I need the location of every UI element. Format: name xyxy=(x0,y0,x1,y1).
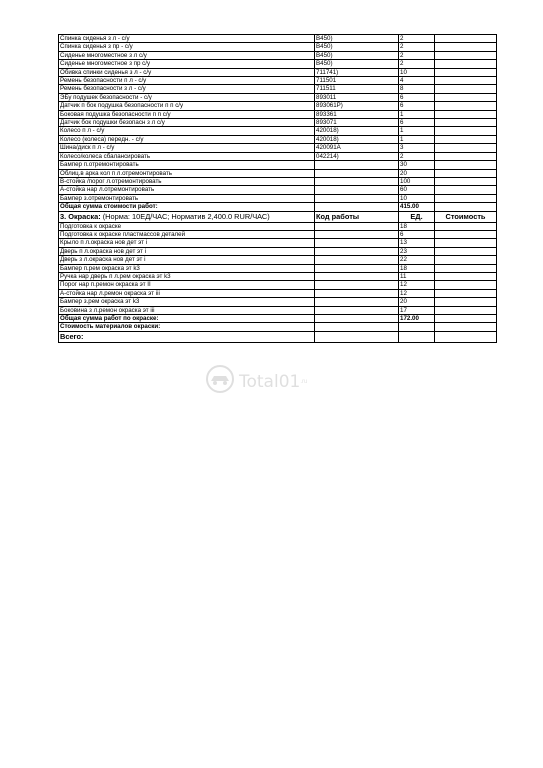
total-paint-row xyxy=(59,315,497,323)
table-row xyxy=(59,222,497,230)
estimate-table xyxy=(58,34,497,343)
row-cost xyxy=(435,161,497,169)
row-name: Боковина з л.ремон окраска эт iii xyxy=(59,306,315,314)
col-cost-header: Стоимость xyxy=(435,211,497,222)
table-row xyxy=(59,161,497,169)
total-paint-value: 172.00 xyxy=(399,315,435,323)
row-units: 20 xyxy=(399,298,435,306)
row-name: ЭБу подушек безопасности - с/у xyxy=(59,93,315,101)
table-row xyxy=(59,135,497,143)
watermark xyxy=(205,364,307,399)
row-code xyxy=(315,306,399,314)
row-cost xyxy=(435,51,497,59)
total-paint-label: Общая сумма работ по окраске: xyxy=(59,315,315,323)
grand-total-label: Всего: xyxy=(59,331,315,342)
row-code: 711741) xyxy=(315,68,399,76)
section3-subtitle: (Норма: 10ЕД/ЧАС; Норматив 2,400.0 RUR/ЧАС) xyxy=(100,211,270,221)
table-row xyxy=(59,230,497,238)
table-row xyxy=(59,93,497,101)
row-name: В-стойка /порог л.отремонтировать xyxy=(59,177,315,185)
row-units: 10 xyxy=(399,68,435,76)
row-code xyxy=(315,281,399,289)
table-row xyxy=(59,77,497,85)
row-name: Подготовка к окраске пластмассов деталей xyxy=(59,230,315,238)
row-name: Ремень безопасности п л - с/у xyxy=(59,77,315,85)
row-units: 60 xyxy=(399,186,435,194)
row-units: 11 xyxy=(399,272,435,280)
row-units: 18 xyxy=(399,222,435,230)
row-name: Дверь п л.окраска нов дет эт i xyxy=(59,247,315,255)
row-name: Сиденье многоместное з л с/у xyxy=(59,51,315,59)
row-units: 2 xyxy=(399,35,435,43)
row-units: 23 xyxy=(399,247,435,255)
row-cost xyxy=(435,93,497,101)
row-units: 1 xyxy=(399,127,435,135)
row-units: 2 xyxy=(399,60,435,68)
table-row xyxy=(59,247,497,255)
row-cost xyxy=(435,247,497,255)
row-cost xyxy=(435,272,497,280)
row-cost xyxy=(435,68,497,76)
table-row xyxy=(59,169,497,177)
row-code xyxy=(315,230,399,238)
table-row xyxy=(59,264,497,272)
row-cost xyxy=(435,135,497,143)
table-row xyxy=(59,119,497,127)
row-units: 2 xyxy=(399,51,435,59)
row-units: 20 xyxy=(399,169,435,177)
row-name: А-стойка нар л.ремон окраска эт iii xyxy=(59,289,315,297)
row-cost xyxy=(435,281,497,289)
row-code: B450) xyxy=(315,43,399,51)
paint-materials-label: Стоимость материалов окраски: xyxy=(59,323,315,331)
row-name: Бампер з.рем окраска эт k3 xyxy=(59,298,315,306)
row-code: 420018) xyxy=(315,135,399,143)
row-code: B450) xyxy=(315,60,399,68)
row-cost xyxy=(435,60,497,68)
row-code: 893361 xyxy=(315,110,399,118)
row-units: 1 xyxy=(399,135,435,143)
row-name: Спинка сиденья з пр - с/у xyxy=(59,43,315,51)
table-row xyxy=(59,177,497,185)
row-cost xyxy=(435,144,497,152)
row-units: 4 xyxy=(399,77,435,85)
total-work-row xyxy=(59,203,497,211)
table-row xyxy=(59,281,497,289)
row-units: 22 xyxy=(399,256,435,264)
table-row xyxy=(59,68,497,76)
row-units: 10 xyxy=(399,194,435,202)
table-row xyxy=(59,289,497,297)
table-row xyxy=(59,186,497,194)
work-rows xyxy=(59,35,497,203)
row-code xyxy=(315,169,399,177)
row-cost xyxy=(435,256,497,264)
row-name: Колесо/колеса сбалансировать xyxy=(59,152,315,160)
row-code xyxy=(315,177,399,185)
row-units: 6 xyxy=(399,102,435,110)
row-cost xyxy=(435,230,497,238)
row-name: Колесо (колеса) передн. - с/у xyxy=(59,135,315,143)
row-code: 042214) xyxy=(315,152,399,160)
col-code-header: Код работы xyxy=(315,211,399,222)
total-work-label: Общая сумма стоимости работ: xyxy=(59,203,315,211)
table-row xyxy=(59,298,497,306)
table-row xyxy=(59,60,497,68)
row-cost xyxy=(435,289,497,297)
row-code xyxy=(315,289,399,297)
row-code xyxy=(315,186,399,194)
row-code xyxy=(315,161,399,169)
row-cost xyxy=(435,119,497,127)
row-name: Порог нар п.ремон окраска эт II xyxy=(59,281,315,289)
row-cost xyxy=(435,35,497,43)
row-units: 30 xyxy=(399,161,435,169)
row-code xyxy=(315,272,399,280)
row-units: 12 xyxy=(399,289,435,297)
row-code: 711501 xyxy=(315,77,399,85)
paint-rows xyxy=(59,222,497,314)
row-code xyxy=(315,222,399,230)
table-row xyxy=(59,43,497,51)
row-cost xyxy=(435,102,497,110)
row-units: 6 xyxy=(399,119,435,127)
row-name: Бампер з.отремонтировать xyxy=(59,194,315,202)
row-code: 893011 xyxy=(315,93,399,101)
table-row xyxy=(59,110,497,118)
grand-total-row xyxy=(59,331,497,342)
watermark-text: Total01 xyxy=(239,371,301,392)
row-name: Боковая подушка безопасности п п с/у xyxy=(59,110,315,118)
row-code: B450) xyxy=(315,51,399,59)
row-units: 6 xyxy=(399,93,435,101)
row-code xyxy=(315,264,399,272)
table-row xyxy=(59,35,497,43)
row-cost xyxy=(435,177,497,185)
row-name: Дверь з л.окраска нов дет эт i xyxy=(59,256,315,264)
table-row xyxy=(59,256,497,264)
row-code xyxy=(315,256,399,264)
table-row xyxy=(59,194,497,202)
row-units: 13 xyxy=(399,239,435,247)
row-code: 893061P) xyxy=(315,102,399,110)
col-units-header: ЕД. xyxy=(399,211,435,222)
row-name: Крыло п л.окраска нов дет эт i xyxy=(59,239,315,247)
row-code xyxy=(315,247,399,255)
watermark-suffix: .ru xyxy=(300,378,308,385)
row-code xyxy=(315,239,399,247)
row-name: Сиденье многоместное з пр с/у xyxy=(59,60,315,68)
row-cost xyxy=(435,194,497,202)
section3-title: 3. Окраска: (Норма: 10ЕД/ЧАС; Норматив 2,400.0 RUR/ЧАС) xyxy=(59,211,315,222)
table-row xyxy=(59,152,497,160)
row-cost xyxy=(435,110,497,118)
grand-total-value xyxy=(399,331,435,342)
row-cost xyxy=(435,152,497,160)
row-code: 420018) xyxy=(315,127,399,135)
row-cost xyxy=(435,306,497,314)
table-row xyxy=(59,51,497,59)
row-code: 420091A xyxy=(315,144,399,152)
row-units: 6 xyxy=(399,230,435,238)
table-row xyxy=(59,127,497,135)
row-name: Ремень безопасности з л - с/у xyxy=(59,85,315,93)
row-cost xyxy=(435,222,497,230)
row-cost xyxy=(435,77,497,85)
total-work-value: 415.00 xyxy=(399,203,435,211)
row-cost xyxy=(435,85,497,93)
row-units: 17 xyxy=(399,306,435,314)
row-units: 100 xyxy=(399,177,435,185)
row-cost xyxy=(435,186,497,194)
row-code: 711511 xyxy=(315,85,399,93)
row-cost xyxy=(435,169,497,177)
row-cost xyxy=(435,239,497,247)
row-name: Датчик п бок подушка безопасности п п с/у xyxy=(59,102,315,110)
row-units: 2 xyxy=(399,43,435,51)
row-name: Колесо п л - с/у xyxy=(59,127,315,135)
row-code: B450) xyxy=(315,35,399,43)
table-row xyxy=(59,239,497,247)
row-name: А-стойка нар л.отремонтировать xyxy=(59,186,315,194)
row-cost xyxy=(435,127,497,135)
row-code xyxy=(315,298,399,306)
row-name: Облиц.в арка кол п л.отремонтировать xyxy=(59,169,315,177)
row-units: 1 xyxy=(399,110,435,118)
table-row xyxy=(59,272,497,280)
row-name: Бампер п.рем окраска эт k3 xyxy=(59,264,315,272)
paint-materials-value xyxy=(399,323,435,331)
paint-materials-row xyxy=(59,323,497,331)
row-name: Датчик бок подушки безопасн з л с/у xyxy=(59,119,315,127)
row-code xyxy=(315,194,399,202)
row-units: 12 xyxy=(399,281,435,289)
row-name: Бампер п.отремонтировать xyxy=(59,161,315,169)
table-row xyxy=(59,102,497,110)
row-cost xyxy=(435,43,497,51)
row-name: Подготовка к окраске xyxy=(59,222,315,230)
row-units: 3 xyxy=(399,144,435,152)
row-code: 893071 xyxy=(315,119,399,127)
table-row xyxy=(59,144,497,152)
row-name: Ручка нар дверь п л.рем окраска эт k3 xyxy=(59,272,315,280)
row-units: 8 xyxy=(399,85,435,93)
row-name: Обивка спинки сиденья з л - с/у xyxy=(59,68,315,76)
row-name: Спинка сиденья з л - с/у xyxy=(59,35,315,43)
section3-header xyxy=(59,211,497,222)
table-row xyxy=(59,85,497,93)
table-row xyxy=(59,306,497,314)
row-units: 18 xyxy=(399,264,435,272)
row-units: 2 xyxy=(399,152,435,160)
row-cost xyxy=(435,264,497,272)
row-name: Шина/диск п л - с/у xyxy=(59,144,315,152)
car-logo-icon xyxy=(205,364,235,399)
row-cost xyxy=(435,298,497,306)
